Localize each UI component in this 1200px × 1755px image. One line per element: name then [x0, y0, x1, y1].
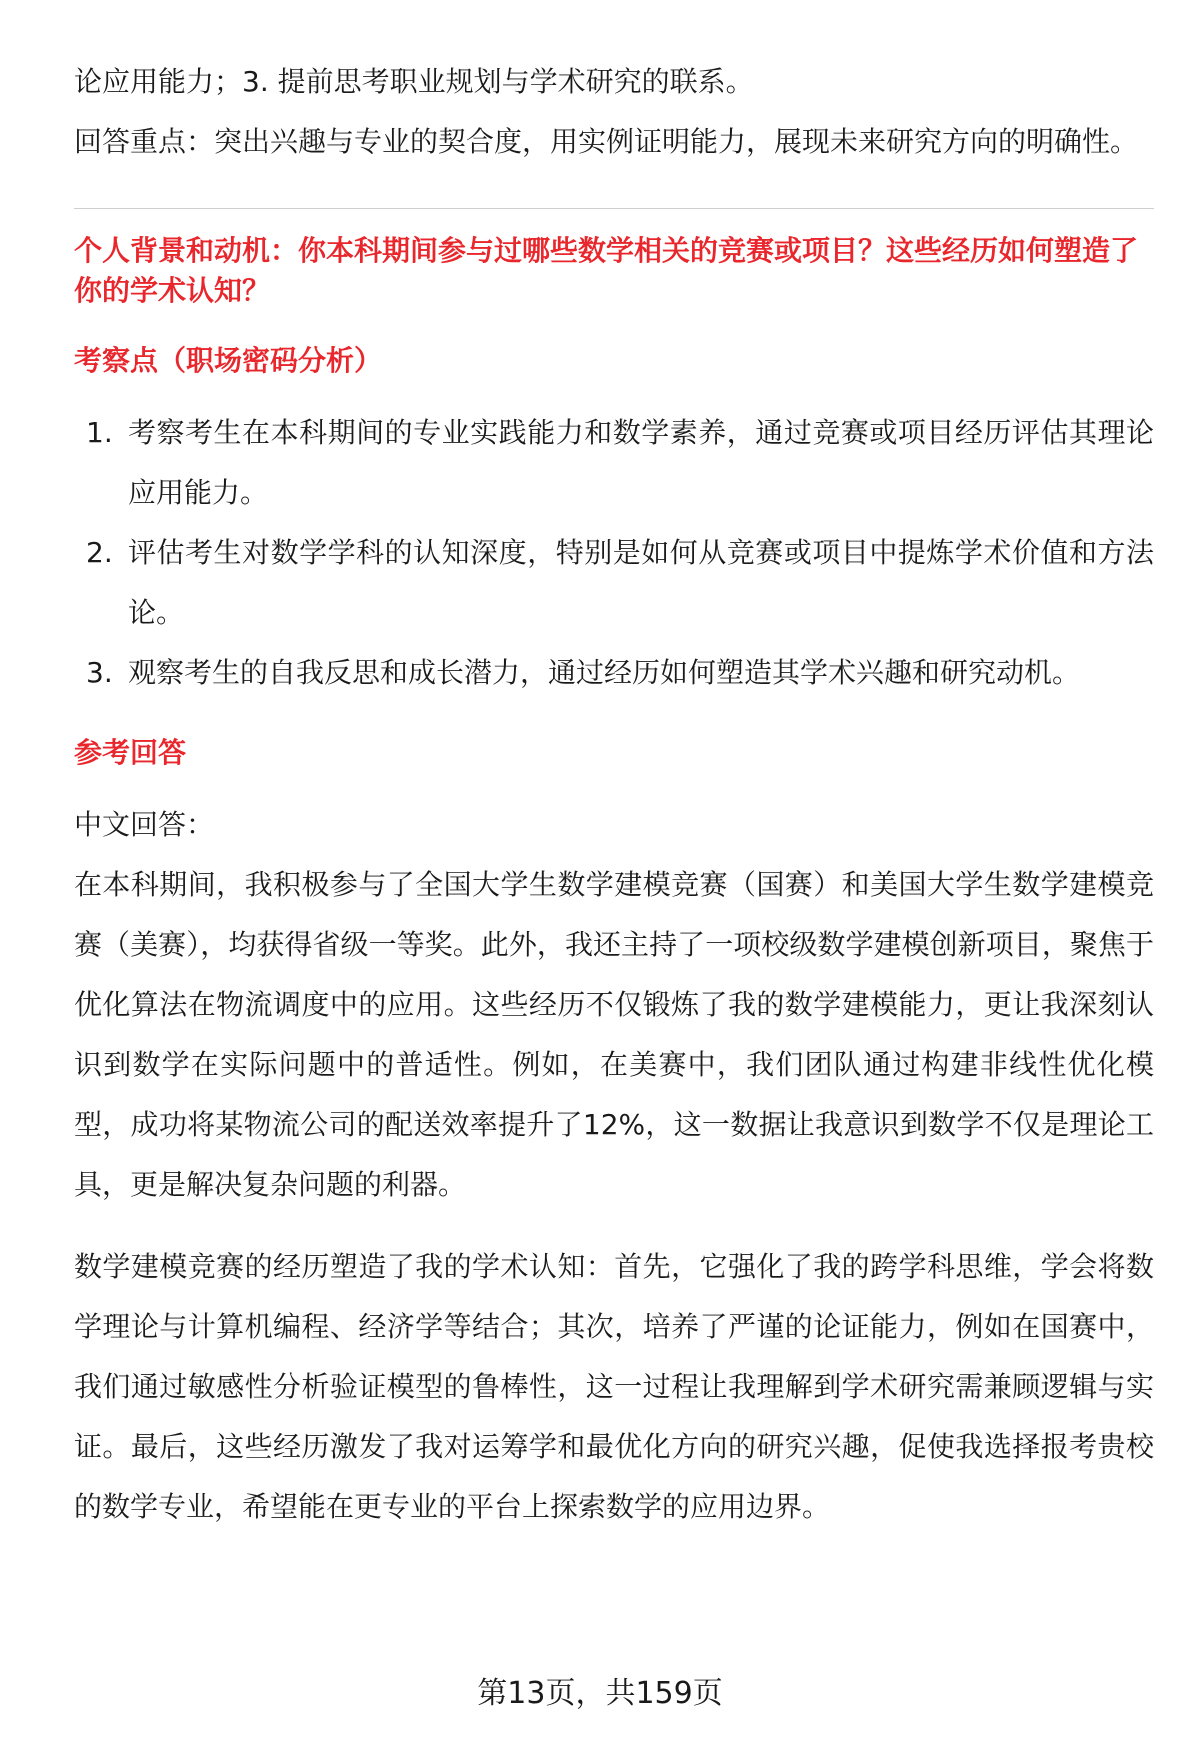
section-divider — [74, 208, 1154, 209]
answer-paragraph-1: 在本科期间，我积极参与了全国大学生数学建模竞赛（国赛）和美国大学生数学建模竞赛（美赛），均获得省级一等奖。此外，我还主持了一项校级数学建模创新项目，聚焦于优化算法在物流调度中的应用。这些经历不仅锻炼了我的数学建模能力，更让我深刻认识到数学在实际问题中的普适性。例如，在美赛中，我们团队通过构建非线性优化模型，成功将某物流公司的配送效率提升了12%，这一数据让我意识到数学不仅是理论工具，更是解决复杂问题的利器。 — [74, 868, 1154, 1201]
list-item — [74, 643, 1154, 703]
answer-paragraph-2: 数学建模竞赛的经历塑造了我的学术认知：首先，它强化了我的跨学科思维，学会将数学理论与计算机编程、经济学等结合；其次，培养了严谨的论证能力，例如在国赛中，我们通过敏感性分析验证模型的鲁棒性，这一过程让我理解到学术研究需兼顾逻辑与实证。最后，这些经历激发了我对运筹学和最优化方向的研究兴趣，促使我选择报考贵校的数学专业，希望能在更专业的平台上探索数学的应用边界。 — [74, 1250, 1154, 1523]
list-item-number: 1. — [86, 416, 113, 449]
list-item-text: 评估考生对数学学科的认知深度，特别是如何从竞赛或项目中提炼学术价值和方法论。 — [128, 536, 1154, 629]
document-page — [74, 52, 1154, 1537]
answer-label: 中文回答： — [74, 808, 215, 841]
list-item — [74, 523, 1154, 643]
page-number-footer: 第13页，共159页 — [477, 1676, 723, 1711]
paragraph-gap — [74, 1215, 1154, 1237]
intro-line-2: 回答重点：突出兴趣与专业的契合度，用实例证明能力，展现未来研究方向的明确性。 — [74, 125, 1139, 158]
list-item-text: 考察考生在本科期间的专业实践能力和数学素养，通过竞赛或项目经历评估其理论应用能力。 — [128, 416, 1154, 509]
points-section-title: 考察点（职场密码分析） — [74, 344, 383, 377]
list-item-text: 观察考生的自我反思和成长潜力，通过经历如何塑造其学术兴趣和研究动机。 — [128, 656, 1081, 689]
list-item-number: 3. — [86, 656, 113, 689]
question-heading: 个人背景和动机：你本科期间参与过哪些数学相关的竞赛或项目？这些经历如何塑造了你的学术认知？ — [74, 234, 1139, 307]
points-list — [74, 403, 1154, 703]
list-item-number: 2. — [86, 536, 113, 569]
list-item — [74, 403, 1154, 523]
answer-section-title: 参考回答 — [74, 736, 187, 769]
intro-line-1: 论应用能力；3. 提前思考职业规划与学术研究的联系。 — [74, 65, 754, 98]
